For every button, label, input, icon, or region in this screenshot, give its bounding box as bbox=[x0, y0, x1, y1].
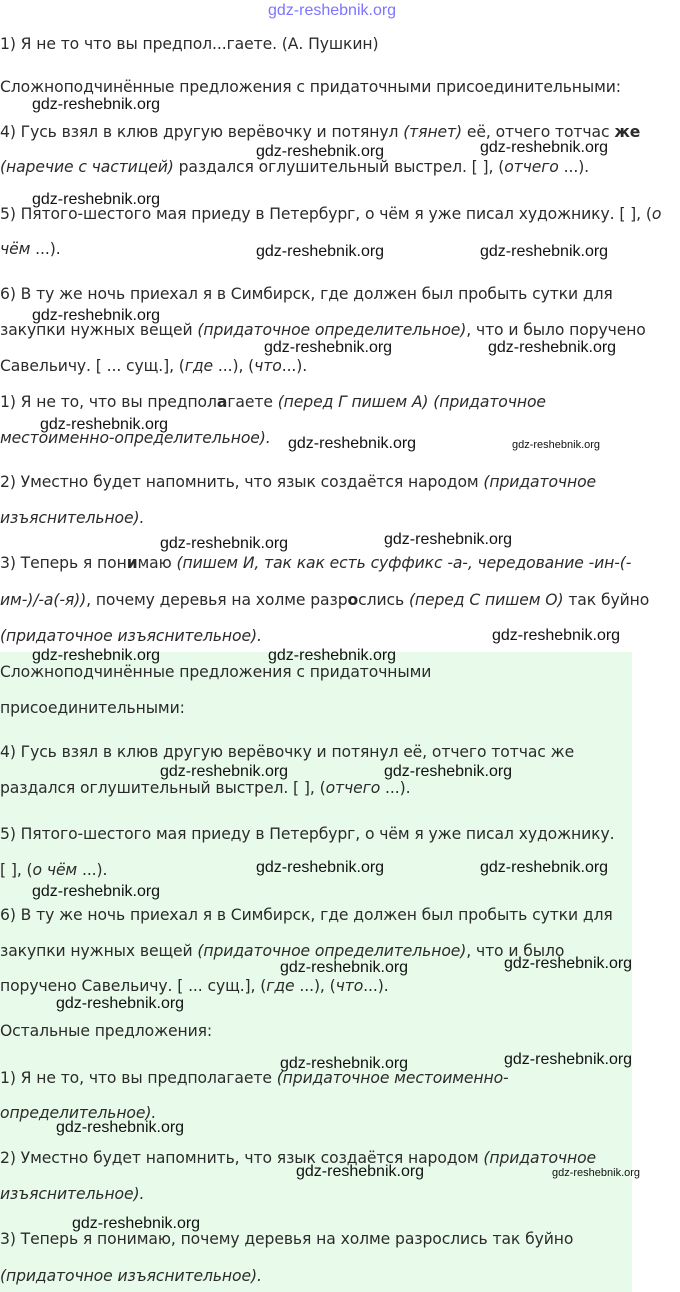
italic-note: (придаточное bbox=[483, 473, 597, 491]
text-segment: , что и было поручено bbox=[466, 321, 646, 339]
watermark: gdz-reshebnik.org bbox=[264, 339, 393, 356]
text-segment: ...). bbox=[281, 357, 308, 375]
text-segment: слись bbox=[358, 591, 409, 609]
italic-note: (придаточное местоименно- bbox=[276, 1069, 509, 1087]
site-mark[interactable]: gdz-reshebnik.org bbox=[268, 2, 397, 19]
watermark: gdz-reshebnik.org bbox=[40, 416, 169, 433]
text-segment: Савельичу. [ ... сущ.], ( bbox=[0, 357, 185, 375]
text-segment: её, отчего тотчас bbox=[462, 123, 615, 141]
watermark: gdz-reshebnik.org bbox=[384, 531, 513, 548]
watermark: gdz-reshebnik.org bbox=[160, 535, 289, 552]
text-line bbox=[0, 1184, 144, 1204]
text-segment: раздался оглушительный выстрел. [ ], ( bbox=[0, 779, 326, 797]
text-line bbox=[0, 34, 378, 54]
text-segment: , что и было bbox=[466, 942, 565, 960]
text-segment: ...), ( bbox=[294, 977, 336, 995]
watermark: gdz-reshebnik.org bbox=[268, 647, 397, 664]
watermark: gdz-reshebnik.org bbox=[552, 1167, 641, 1179]
text-line bbox=[0, 472, 596, 492]
bold-letter: же bbox=[614, 123, 641, 141]
text-line bbox=[0, 553, 631, 573]
text-segment: маю bbox=[137, 554, 177, 572]
italic-note: (тянет) bbox=[403, 123, 463, 141]
bold-letter: о bbox=[347, 591, 359, 609]
watermark: gdz-reshebnik.org bbox=[280, 1055, 409, 1072]
italic-note: (придаточное определительное) bbox=[197, 942, 467, 960]
text-segment: гаете bbox=[227, 393, 278, 411]
watermark: gdz-reshebnik.org bbox=[256, 859, 385, 876]
watermark: gdz-reshebnik.org bbox=[72, 1215, 201, 1232]
italic-note: (наречие с частицей) bbox=[0, 158, 174, 176]
watermark: gdz-reshebnik.org bbox=[56, 995, 185, 1012]
text-line bbox=[0, 356, 307, 376]
text-segment: так буйно bbox=[563, 591, 650, 609]
text-segment: 4) Гусь взял в клюв другую верёвочку и потянул bbox=[0, 123, 404, 141]
watermark: gdz-reshebnik.org bbox=[56, 1119, 185, 1136]
watermark: gdz-reshebnik.org bbox=[32, 96, 161, 113]
text-segment: ...). bbox=[77, 861, 108, 879]
text-segment: 1) Я не то, что вы предпол bbox=[0, 393, 217, 411]
text-line bbox=[0, 941, 564, 961]
text-line bbox=[0, 392, 546, 412]
text-segment: 2) Уместно будет напомнить, что язык создаётся народом bbox=[0, 473, 484, 491]
bold-letter: и bbox=[126, 554, 138, 572]
italic-note: изъяснительное). bbox=[0, 1185, 145, 1203]
text-segment: [ ], ( bbox=[0, 861, 33, 879]
text-line bbox=[0, 742, 574, 762]
italic-note: им-)/-а(-я)) bbox=[0, 591, 87, 609]
text-segment: 3) Теперь я пон bbox=[0, 554, 127, 572]
text-line bbox=[0, 1068, 509, 1088]
text-line bbox=[0, 860, 107, 880]
watermark: gdz-reshebnik.org bbox=[256, 143, 385, 160]
italic-note: (придаточное изъяснительное). bbox=[0, 1267, 262, 1285]
italic-note: о чём bbox=[32, 861, 78, 879]
text-segment: 3) Теперь я понимаю, почему деревья на холме разрослись так буйно bbox=[0, 1230, 574, 1248]
italic-note: что bbox=[335, 977, 364, 995]
text-segment: 6) В ту же ночь приехал я в Симбирск, где должен был пробыть сутки для bbox=[0, 285, 613, 303]
italic-note: отчего bbox=[325, 779, 381, 797]
bold-letter: а bbox=[216, 393, 228, 411]
text-line bbox=[0, 976, 389, 996]
text-line bbox=[0, 1266, 262, 1286]
text-segment: 4) Гусь взял в клюв другую верёвочку и потянул её, отчего тотчас же bbox=[0, 743, 575, 761]
text-segment: раздался оглушительный выстрел. [ ], ( bbox=[173, 158, 505, 176]
text-segment: поручено Савельичу. [ ... сущ.], ( bbox=[0, 977, 267, 995]
text-line bbox=[0, 662, 431, 682]
watermark: gdz-reshebnik.org bbox=[32, 647, 161, 664]
italic-note: что bbox=[254, 357, 282, 375]
watermark: gdz-reshebnik.org bbox=[480, 243, 609, 260]
italic-note: (придаточное определительное) bbox=[197, 321, 467, 339]
text-line bbox=[0, 778, 410, 798]
watermark: gdz-reshebnik.org bbox=[256, 243, 385, 260]
watermark: gdz-reshebnik.org bbox=[480, 859, 609, 876]
text-segment: присоединительными: bbox=[0, 699, 185, 717]
watermark: gdz-reshebnik.org bbox=[480, 139, 609, 156]
watermark: gdz-reshebnik.org bbox=[384, 763, 513, 780]
watermark: gdz-reshebnik.org bbox=[504, 955, 633, 972]
text-segment: закупки нужных вещей bbox=[0, 942, 198, 960]
watermark: gdz-reshebnik.org bbox=[32, 191, 161, 208]
watermark: gdz-reshebnik.org bbox=[296, 1163, 425, 1180]
text-segment: Сложноподчинённые предложения с придаточными присоединительными: bbox=[0, 78, 621, 96]
watermark: gdz-reshebnik.org bbox=[280, 959, 409, 976]
italic-note: о bbox=[651, 205, 662, 223]
text-line bbox=[0, 77, 621, 97]
italic-note: отчего bbox=[504, 158, 559, 176]
watermark: gdz-reshebnik.org bbox=[32, 883, 161, 900]
italic-note: (перед С пишем О) bbox=[408, 591, 564, 609]
watermark: gdz-reshebnik.org bbox=[32, 307, 161, 324]
text-segment: ...). bbox=[30, 240, 61, 258]
text-line bbox=[0, 239, 61, 259]
italic-note: местоименно-определительное). bbox=[0, 429, 271, 447]
watermark: gdz-reshebnik.org bbox=[488, 339, 617, 356]
italic-note: где bbox=[266, 977, 295, 995]
italic-note: (придаточное bbox=[483, 1149, 597, 1167]
text-line bbox=[0, 824, 614, 844]
italic-note: где bbox=[184, 357, 214, 375]
text-line bbox=[0, 508, 144, 528]
italic-note: (придаточное изъяснительное). bbox=[0, 627, 262, 645]
watermark: gdz-reshebnik.org bbox=[504, 1051, 633, 1068]
watermark: gdz-reshebnik.org bbox=[492, 627, 621, 644]
watermark: gdz-reshebnik.org bbox=[160, 763, 289, 780]
text-segment: ...). bbox=[380, 779, 411, 797]
watermark: gdz-reshebnik.org bbox=[288, 435, 417, 452]
text-segment: ...), ( bbox=[213, 357, 255, 375]
italic-note: определительное). bbox=[0, 1104, 157, 1122]
text-segment: 5) Пятого-шестого мая приеду в Петербург, о чём я уже писал художнику. bbox=[0, 825, 615, 843]
text-segment: ...). bbox=[558, 158, 590, 176]
text-line bbox=[0, 698, 185, 718]
text-line bbox=[0, 1021, 212, 1041]
text-line bbox=[0, 284, 613, 304]
italic-note: (пишем И, так как есть суффикс -а-, чередование -ин-(- bbox=[176, 554, 632, 572]
text-segment: 5) Пятого-шестого мая приеду в Петербург, о чём я уже писал художнику. [ ], ( bbox=[0, 205, 652, 223]
text-segment: 1) Я не то, что вы предполагаете bbox=[0, 1069, 277, 1087]
text-segment: , почему деревья на холме разр bbox=[86, 591, 348, 609]
italic-note: чём bbox=[0, 240, 31, 258]
italic-note: изъяснительное). bbox=[0, 509, 145, 527]
text-segment: Остальные предложения: bbox=[0, 1022, 213, 1040]
text-segment: 1) Я не то что вы предпол...гаете. (А. Пушкин) bbox=[0, 35, 379, 53]
text-segment: закупки нужных вещей bbox=[0, 321, 198, 339]
text-line bbox=[0, 905, 613, 925]
watermark: gdz-reshebnik.org bbox=[512, 439, 601, 451]
text-segment: Сложноподчинённые предложения с придаточными bbox=[0, 663, 432, 681]
text-line bbox=[0, 590, 649, 610]
text-segment: ...). bbox=[363, 977, 389, 995]
text-segment: 6) В ту же ночь приехал я в Симбирск, где должен был пробыть сутки для bbox=[0, 906, 613, 924]
text-line bbox=[0, 626, 262, 646]
italic-note: (перед Г пишем А) (придаточное bbox=[277, 393, 546, 411]
text-segment: 2) Уместно будет напомнить, что язык создаётся народом bbox=[0, 1149, 484, 1167]
